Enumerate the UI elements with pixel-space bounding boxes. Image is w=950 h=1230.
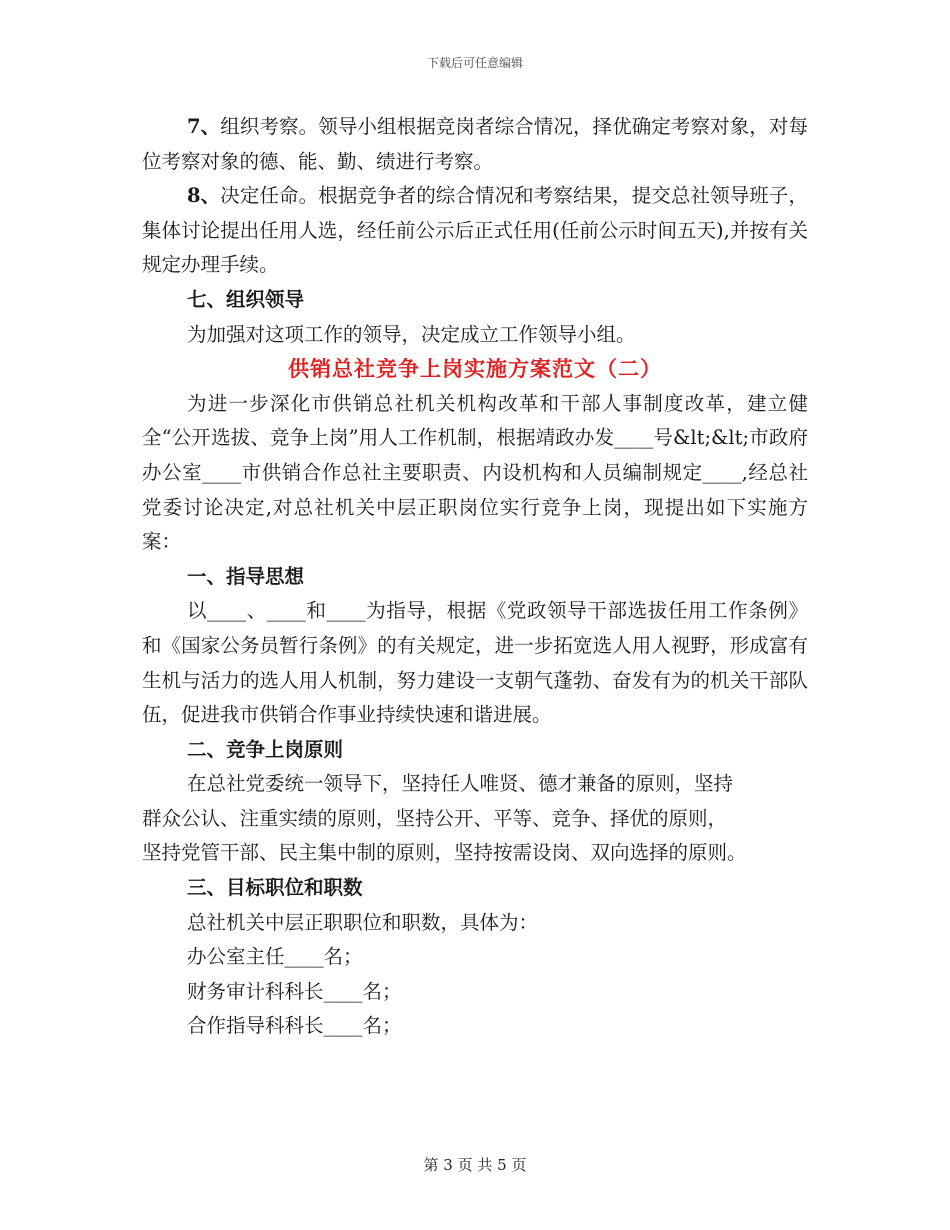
position-item: 办公室主任____名；: [187, 945, 363, 969]
step-8-number: 8、: [187, 184, 221, 208]
page-footer: 第 3 页 共 5 页: [423, 1156, 527, 1174]
principles-line-3: 坚持党管干部、民主集中制的原则，坚持按需设岗、双向选择的原则。: [142, 841, 747, 865]
target-positions-body: 总社机关中层正职职位和职数，具体为：: [187, 910, 539, 934]
position-item: 合作指导科科长____名；: [187, 1014, 402, 1038]
page-header: 下载后可任意编辑: [426, 56, 523, 70]
document-title: 供销总社竞争上岗实施方案范文（二）: [288, 356, 662, 382]
heading-target-positions: 三、目标职位和职数: [187, 876, 363, 900]
paragraph-step-7: [142, 110, 808, 179]
section-7-body: 为加强对这项工作的领导，决定成立工作领导小组。: [187, 322, 636, 346]
step-8-text: 决定任命。根据竞争者的综合情况和考察结果，提交总社领导班子，集体讨论提出任用人选，经任前公示后正式任用(任前公示时间五天),并按有关规定办理手续。: [142, 184, 808, 277]
heading-section-7: 七、组织领导: [187, 287, 305, 311]
heading-principles: 二、竞争上岗原则: [187, 737, 344, 761]
step-7-number: 7、: [187, 115, 221, 138]
paragraph-step-8: [142, 179, 808, 283]
intro-paragraph: 为进一步深化市供销总社机关机构改革和干部人事制度改革，建立健全“公开选拔、竞争上岗”用人工作机制，根据靖政办发____号&lt;&lt;市政府办公室____市供销合作总社主要职责、内设机构和人员编制规定____,经总社党委讨论决定,对总社机关中层正职岗位实行竞争上岗，现提出如下实施方案：: [142, 391, 808, 554]
principles-line-1: 在总社党委统一领导下，坚持任人唯贤、德才兼备的原则，坚持: [187, 772, 734, 796]
position-item: 财务审计科科长____名；: [187, 979, 402, 1003]
guiding-ideology-body: 以____、____和____为指导，根据《党政领导干部选拔任用工作条例》和《国家公务员暂行条例》的有关规定，进一步拓宽选人用人视野，形成富有生机与活力的选人用人机制，努力建设一支朝气蓬勃、奋发有为的机关干部队伍，促进我市供销合作事业持续快速和谐进展。: [142, 599, 808, 727]
heading-guiding-ideology: 一、指导思想: [187, 564, 305, 588]
document-body: [142, 110, 808, 1044]
principles-line-2: 群众公认、注重实绩的原则，坚持公开、平等、竞争、择优的原则，: [142, 806, 728, 830]
step-7-text: 组织考察。领导小组根据竞岗者综合情况，择优确定考察对象，对每位考察对象的德、能、勤、绩进行考察。: [142, 115, 808, 173]
